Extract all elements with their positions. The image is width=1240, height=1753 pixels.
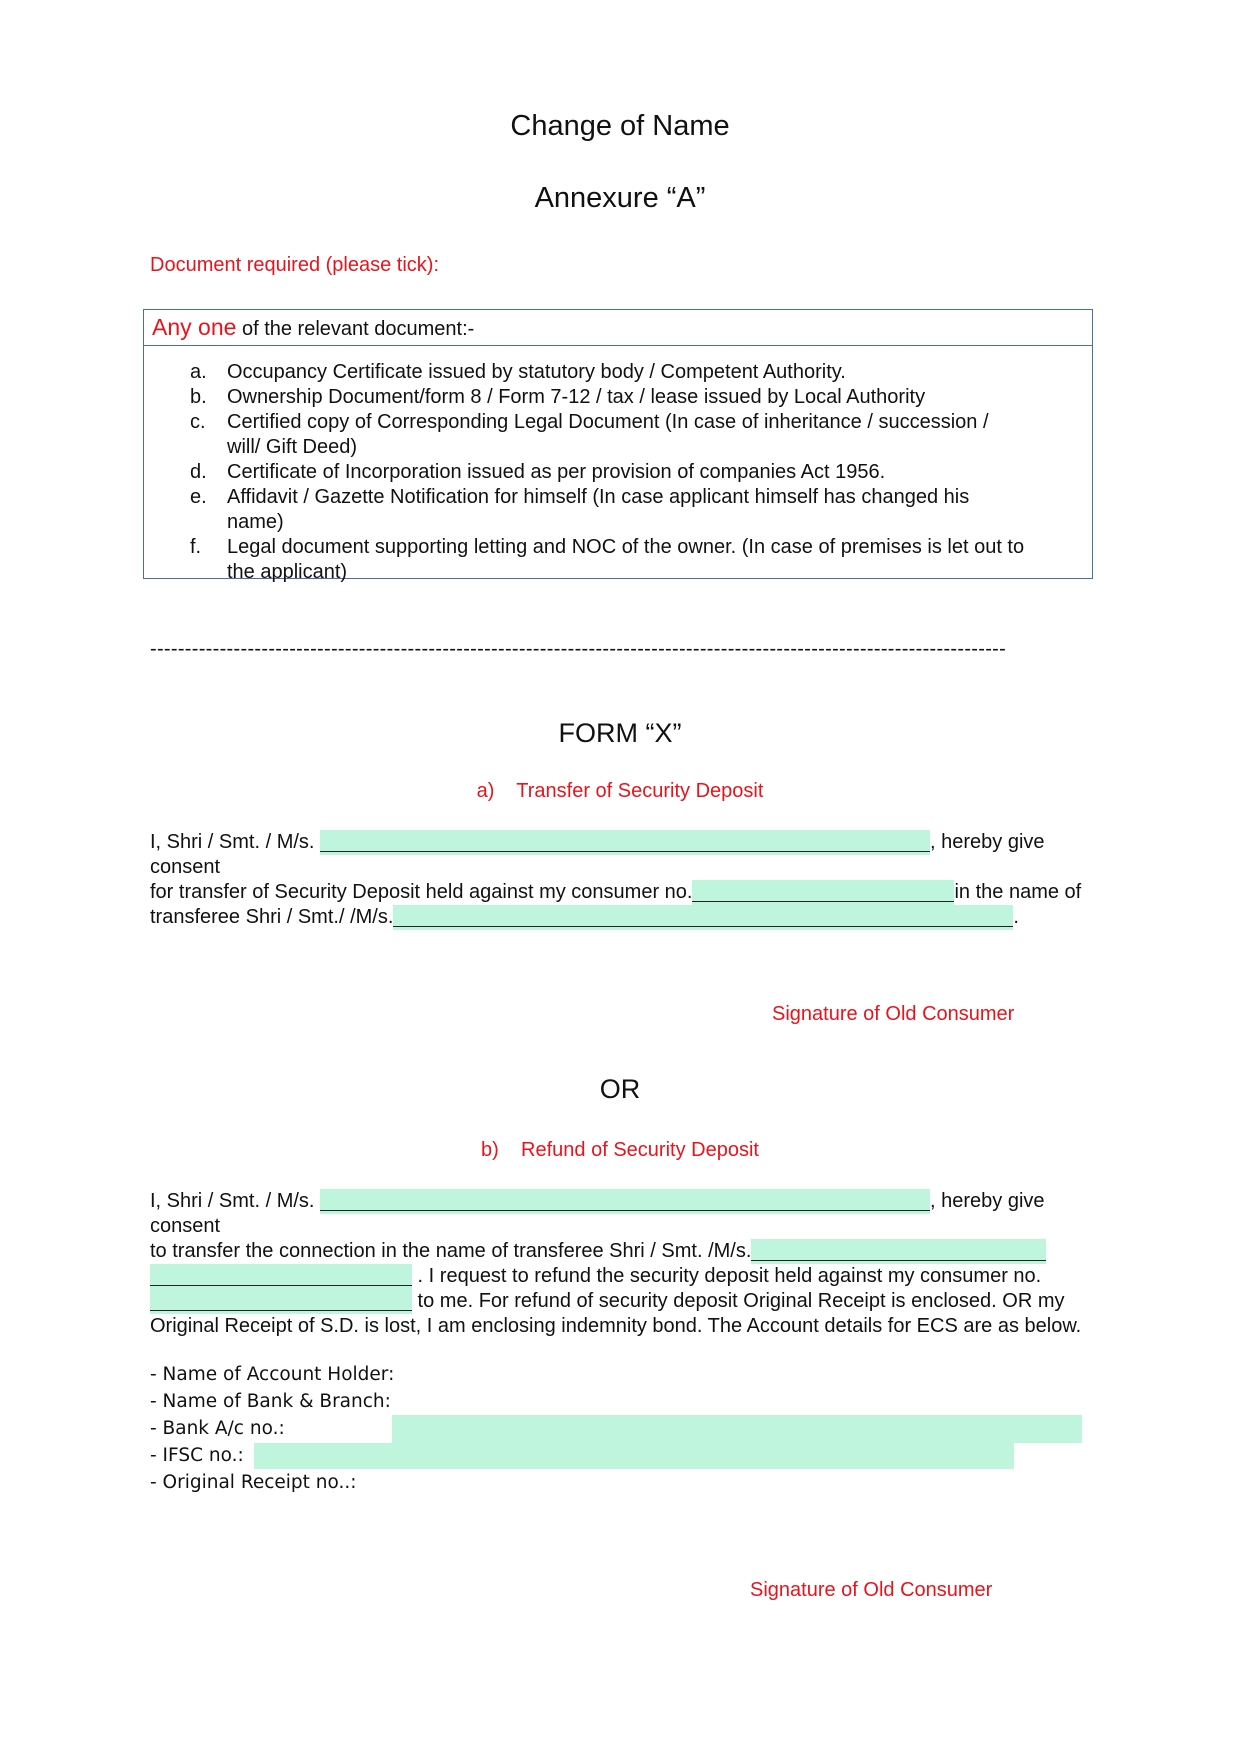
separator-line: --------------------------------------------------------------------------------------------------------------------------- — [150, 638, 1007, 660]
form-title: FORM “X” — [558, 718, 682, 748]
section-b-line-3-prefix: to transfer the connection in the name of transferee Shri / Smt. /M/s. — [150, 1240, 752, 1262]
section-a-line-4-prefix: transferee Shri / Smt./ /M/s. — [150, 906, 394, 928]
page-title: Change of Name — [510, 110, 730, 142]
section-b-line-5-suffix: to me. For refund of security deposit Original Receipt is enclosed. OR my — [412, 1290, 1065, 1312]
refund-consumer-name-field[interactable] — [320, 1189, 930, 1214]
document-item — [144, 360, 1027, 385]
document-item — [144, 410, 1027, 460]
transferor-name-field[interactable] — [320, 830, 930, 855]
section-a-line-2: consent — [150, 856, 221, 878]
document-item — [144, 385, 1027, 410]
annexure-title: Annexure “A” — [534, 182, 706, 214]
section-a-line-4 — [150, 905, 1110, 930]
document-item-text: Certified copy of Corresponding Legal Document (In case of inheritance / succession / will/ Gift Deed) — [227, 411, 989, 458]
section-a-line-1-suffix: , hereby give — [930, 831, 1045, 853]
or-separator: OR — [599, 1074, 641, 1104]
document-item-text: Affidavit / Gazette Notification for himself (In case applicant himself has changed his name) — [227, 486, 970, 533]
document-item-letter: d. — [190, 461, 207, 483]
section-a-line-3 — [150, 880, 1110, 905]
section-b-line-4-suffix: . I request to refund the security deposit held against my consumer no. — [412, 1265, 1042, 1287]
documents-box — [143, 309, 1093, 583]
document-item-letter: c. — [190, 411, 206, 433]
document-item — [144, 485, 1027, 535]
document-item-text: Ownership Document/form 8 / Form 7-12 / tax / lease issued by Local Authority — [227, 386, 926, 408]
refund-consumer-no-field[interactable] — [150, 1289, 412, 1314]
document-item — [144, 460, 1027, 485]
bank-account-label: - Bank A/c no.: — [150, 1418, 285, 1439]
documents-list — [144, 346, 1092, 585]
documents-box-header — [144, 310, 1092, 346]
document-item-letter: b. — [190, 386, 207, 408]
consumer-no-field[interactable] — [692, 880, 954, 905]
ifsc-field[interactable] — [254, 1443, 1014, 1469]
document-item-letter: a. — [190, 361, 207, 383]
document-item-text: Certificate of Incorporation issued as per provision of companies Act 1956. — [227, 461, 886, 483]
transferee-name-field[interactable] — [393, 905, 1013, 930]
section-b-line-1-prefix: I, Shri / Smt. / M/s. — [150, 1190, 321, 1212]
section-a-line-1 — [150, 830, 1110, 855]
section-a-line-3-prefix: for transfer of Security Deposit held against my consumer no. — [150, 881, 693, 903]
document-item — [144, 535, 1027, 585]
section-b-signature: Signature of Old Consumer — [750, 1579, 993, 1601]
section-a-line-4-suffix: . — [1013, 906, 1019, 928]
documents-box-caption: of the relevant document:- — [236, 318, 475, 340]
section-b-label: b) Refund of Security Deposit — [481, 1139, 759, 1161]
document-item-text: Occupancy Certificate issued by statutory body / Competent Authority. — [227, 361, 846, 383]
section-b-line-3 — [150, 1239, 1110, 1264]
section-b-line-1 — [150, 1189, 1110, 1214]
documents-heading: Document required (please tick): — [150, 254, 440, 276]
document-item-letter: f. — [190, 536, 202, 558]
section-b-line-5 — [150, 1289, 1110, 1314]
section-b-line-2: consent — [150, 1215, 221, 1237]
refund-transferee-name-field-cont[interactable] — [150, 1264, 412, 1289]
section-a-label: a) Transfer of Security Deposit — [476, 780, 764, 802]
section-a-line-3-suffix: in the name of — [954, 881, 1082, 903]
account-holder-label: - Name of Account Holder: — [150, 1364, 395, 1385]
section-a-signature: Signature of Old Consumer — [772, 1003, 1015, 1025]
section-b-line-1-suffix: , hereby give — [930, 1190, 1045, 1212]
any-one-emphasis: Any one — [152, 314, 237, 340]
section-b-line-4 — [150, 1264, 1110, 1289]
refund-transferee-name-field[interactable] — [751, 1239, 1046, 1264]
document-item-text: Legal document supporting letting and NOC of the owner. (In case of premises is let out to the applicant) — [227, 536, 1025, 583]
bank-branch-label: - Name of Bank & Branch: — [150, 1391, 391, 1412]
section-b-line-6: Original Receipt of S.D. is lost, I am enclosing indemnity bond. The Account details for ECS are as below. — [150, 1315, 1082, 1337]
ifsc-label: - IFSC no.: — [150, 1445, 244, 1466]
original-receipt-label: - Original Receipt no..: — [150, 1472, 357, 1493]
section-a-line-1-prefix: I, Shri / Smt. / M/s. — [150, 831, 321, 853]
bank-account-field[interactable] — [392, 1415, 1082, 1443]
document-item-letter: e. — [190, 486, 207, 508]
